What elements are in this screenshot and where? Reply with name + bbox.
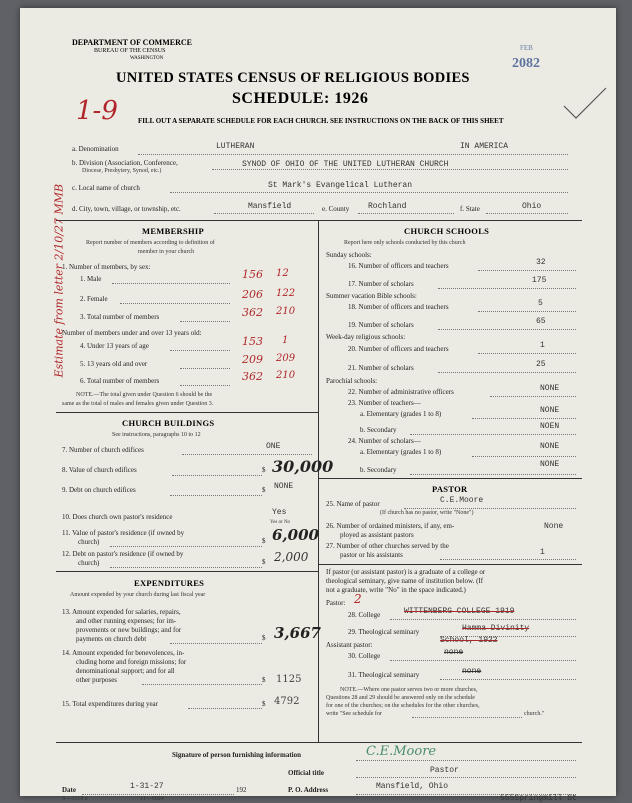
date-label: Date [62, 786, 76, 794]
fill-instructions: FILL OUT A SEPARATE SCHEDULE FOR EACH CHURCH. SEE INSTRUCTIONS ON THE BACK OF THIS SHEET [138, 117, 504, 125]
q16-value[interactable]: 32 [536, 258, 546, 267]
parochial-label: Parochial schools: [326, 377, 378, 385]
division-value[interactable]: SYNOD OF OHIO OF THE UNITED LUTHERAN CHURCH [242, 160, 449, 169]
q27-label-2: pastor or his assistants [340, 551, 403, 559]
received-stamp-date: FEB [520, 44, 533, 52]
q11-label-2: church) [78, 538, 100, 546]
q27-label: 27. Number of other churches served by the [326, 542, 449, 550]
q26-label-2: ployed as assistant pastors [340, 531, 414, 539]
expenditures-heading: EXPENDITURES [134, 578, 205, 588]
local-name-value[interactable]: St Mark's Evangelical Lutheran [268, 181, 413, 190]
q9-value[interactable]: NONE [274, 482, 294, 491]
buildings-sub: See instructions, paragraphs 10 to 12 [112, 432, 201, 438]
q28-label: 28. College [348, 611, 381, 619]
q7-label: 7. Number of church edifices [62, 446, 144, 454]
q11-value[interactable]: 6,000 [272, 526, 319, 544]
q11-label: 11. Value of pastor's residence (if owned by [62, 529, 185, 537]
q14-value[interactable]: 1125 [276, 674, 302, 685]
check-mark-icon [560, 84, 610, 124]
q8-value[interactable]: 30,000 [272, 457, 334, 476]
q26-value[interactable]: None [544, 522, 564, 531]
q1-male-value[interactable]: 156 [242, 268, 263, 281]
q10-hint: Yes or No [270, 520, 291, 525]
denomination-value-extension[interactable]: IN AMERICA [460, 142, 509, 151]
form-title: UNITED STATES CENSUS OF RELIGIOUS BODIES [116, 70, 470, 86]
sunday-label: Sunday schools: [326, 251, 372, 259]
q20-label: 20. Number of officers and teachers [348, 345, 449, 353]
q6-total-value[interactable]: 362 [242, 370, 263, 383]
signature-label: Signature of person furnishing information [172, 751, 301, 759]
q28-value[interactable]: WITTENBERG COLLEGE 1919 [404, 607, 515, 616]
q7-value[interactable]: ONE [266, 442, 281, 451]
q1-male-alt: 12 [276, 268, 289, 279]
signature-value[interactable]: C.E.Moore [366, 744, 437, 759]
q25-value[interactable]: C.E.Moore [440, 496, 484, 505]
membership-intro: Report number of members according to definition of [86, 240, 215, 246]
city-label: WASHINGTON [130, 56, 164, 61]
q16-label: 16. Number of officers and teachers [348, 262, 449, 270]
q29-value[interactable]: Hamma Divinity [462, 624, 530, 633]
county-label: e. County [322, 205, 350, 213]
table-bottom-rule [56, 742, 582, 743]
q5-over13-value[interactable]: 209 [242, 353, 263, 366]
city-label-field: d. City, town, village, or township, etc. [72, 205, 181, 213]
q5-over13-label: 5. 13 years old and over [80, 360, 148, 368]
official-title-label: Official title [288, 769, 324, 777]
date-year-suffix: 192 [236, 786, 247, 794]
q2-female-alt: 122 [276, 288, 296, 299]
pastor-heading: PASTOR [432, 484, 468, 494]
membership-heading: MEMBERSHIP [142, 226, 205, 236]
graduate-instructions-2: theological seminary, give name of institution below. (If [326, 577, 484, 585]
denomination-value[interactable]: LUTHERAN [216, 142, 255, 151]
q24b-label: b. Secondary [360, 466, 397, 474]
q17-value[interactable]: 175 [532, 276, 547, 285]
q20-value[interactable]: 1 [540, 341, 545, 350]
q17-label: 17. Number of scholars [348, 280, 414, 288]
bureau-label: BUREAU OF THE CENSUS [94, 48, 166, 54]
q12-label-2: church) [78, 559, 100, 567]
q4-under13-label: 4. Under 13 years of age [80, 342, 149, 350]
q14-label: 14. Amount expended for benevolences, in- [62, 649, 185, 657]
q24a-value[interactable]: NONE [540, 442, 560, 451]
q13-label-4: payments on church debt [76, 635, 147, 643]
city-value[interactable]: Mansfield [248, 202, 292, 211]
q18-value[interactable]: 5 [538, 299, 543, 308]
q24b-value[interactable]: NONE [540, 460, 560, 469]
q13-label-3: provements or new buildings; and for [76, 626, 182, 634]
received-stamp-number: 2082 [512, 56, 540, 71]
q31-label: 31. Theological seminary [348, 671, 420, 679]
schools-intro: Report here only schools conducted by this church [344, 240, 466, 246]
q26-label: 26. Number of ordained ministers, if any, em- [326, 522, 455, 530]
official-title-value[interactable]: Pastor [430, 766, 459, 775]
q25-label: 25. Name of pastor [326, 500, 380, 508]
q10-label: 10. Does church own pastor's residence [62, 513, 173, 521]
q22-value[interactable]: NONE [540, 384, 560, 393]
local-name-label: c. Local name of church [72, 184, 140, 192]
q15-value[interactable]: 4792 [274, 696, 300, 707]
pastor-subheading: Pastor: [326, 599, 346, 607]
q21-value[interactable]: 25 [536, 360, 546, 369]
weekday-label: Week-day religious schools: [326, 333, 406, 341]
q13-label: 13. Amount expended for salaries, repairs, [62, 608, 181, 616]
membership-note: NOTE.—The total given under Question 6 should be the [76, 392, 213, 398]
pastor-note-5: church." [524, 711, 545, 717]
membership-intro-2: member in your church [138, 249, 195, 255]
q13-label-2: and other running expenses; for im- [76, 617, 177, 625]
q14-label-3: denominational support; and for all [76, 667, 175, 675]
q3-total-alt: 210 [276, 306, 296, 317]
q5-over13-alt: 209 [276, 353, 296, 364]
q12-value[interactable]: 2,000 [274, 550, 309, 564]
q24-label: 24. Number of scholars— [348, 437, 421, 445]
q18-label: 18. Number of officers and teachers [348, 303, 449, 311]
graduate-instructions: If pastor (or assistant pastor) is a graduate of a college or [326, 568, 486, 576]
q6-total-label: 6. Total number of members [80, 377, 160, 385]
pastor-note-3: for one of the churches; on the schedules for the other churches, [326, 703, 480, 709]
pastor-handwritten-mark: 2 [354, 592, 362, 606]
graduate-instructions-3: not a graduate, write "No" in the space indicated.) [326, 586, 466, 594]
q15-label: 15. Total expenditures during year [62, 700, 158, 708]
q8-label: 8. Value of church edifices [62, 466, 137, 474]
q24a-label: a. Elementary (grades 1 to 8) [360, 448, 442, 456]
summer-label: Summer vacation Bible schools: [326, 292, 417, 300]
expenditures-sub: Amount expended by your church during last fiscal year [70, 592, 206, 598]
margin-note: Estimate from letter 2/10/27 MMB [52, 183, 66, 378]
q23b-label: b. Secondary [360, 426, 397, 434]
pastor-note-2: Questions 28 and 29 should be answered only on the schedule [326, 695, 475, 701]
form-number-2: 11—6024 [140, 796, 164, 802]
state-value[interactable]: Ohio [522, 202, 542, 211]
po-address-label: P. O. Address [288, 786, 329, 794]
q29-label: 29. Theological seminary [348, 628, 420, 636]
q4-under13-alt: 1 [282, 335, 289, 346]
q23a-label: a. Elementary (grades 1 to 8) [360, 410, 442, 418]
buildings-heading: CHURCH BUILDINGS [122, 418, 215, 428]
q6-total-alt: 210 [276, 370, 296, 381]
q2-female-value[interactable]: 206 [242, 288, 263, 301]
table-top-rule [56, 220, 582, 221]
q23a-value[interactable]: NONE [540, 406, 560, 415]
q10-value[interactable]: Yes [272, 508, 287, 517]
division-label: b. Division (Association, Conference, [72, 159, 178, 167]
po-address-street[interactable]: 555Springmill St [500, 794, 577, 803]
q21-label: 21. Number of scholars [348, 364, 414, 372]
census-schedule-sheet: DEPARTMENT OF COMMERCE BUREAU OF THE CENSUS WASHINGTON FEB 2082 UNITED STATES CENSUS OF RELIGIOUS BODIES SCHEDULE: 1926 FILL OUT A SEPARATE SCHEDULE FOR EACH CHURCH. SEE INSTRUCTIONS ON THE BACK OF THIS SHEET 1-9 a. Denomination LUTHERAN IN AMERICA b. Division (Association, Conference, Diocese, Presbytery, Synod, etc.) SYNOD OF OHIO OF THE UNITED LUTHERAN CHURCH c. Local name of church St Mark's Evangelical Lutheran d. City, town, village, or township, etc. Mansfield e. County Rochland f. State Ohio MEMBERSHIP Report number of members according to definition of member in your church 1. Number of members, by sex: 1. Male 156 12 2. Female 206 122 3. Total number of members 362 210 Number of members under and over 13 years old: 4. Under 13 years of age 153 1 5. 13 years old and over 209 209 6. Total number of members 362 210 NOTE.—The total given under Question 6 should be the same as the total of males and females given under Question 3. Estimate from letter 2/10/27 MMB CHURCH BUILDINGS See instructions, paragraphs 10 to 12 7. Number of church edifices ONE 8. Value of church edifices $ 30,000 9. Debt on church edifices $ NONE 10. Does church own pastor's residence Yes Yes or No 11. Value of pastor's residence (if owned by church) $ 6,000 12. Debt on pastor's residence (if owned by church) $ 2,000 EXPENDITURES Amount expended by your church during last fiscal year 13. Amount expended for salaries, repairs, and other running expenses; for im- provements or new buildings; and for payments on church debt $ 3,667 14. Amount expended for benevolences, in- cluding home and foreign missions; for denominational support; and for all other purposes $ 1125 15. Total expenditures during year $ 4792 CHURCH SCHOOLS Report here only schools conducted by this church Sunday schools: 16. Number of officers and teachers 32 17. Number of scholars 175 Summer vacation Bible schools: 18. Number of officers and teachers 5 19. Number of scholars 65 Week-day religious schools: 20. Number of officers and teachers 1 21. Number of scholars 25 Parochial schools: 22. Number of administrative officers NONE 23. Number of teachers— a. Elementary (grades 1 to 8) NONE b. Secondary NOEN 24. Number of scholars— a. Elementary (grades 1 to 8) NONE b. Secondary NONE PASTOR 25. Name of pastor C.E.Moore (If church has no pastor, write "None") 26. Number of ordained ministers, if any, em- ployed as assistant pastors None 27. Number of other churches served by the pastor or his assistants 1 If pastor (or assistant pastor) is a graduate of a college or theological seminary, give name of institution below. (If not a graduate, write "No" in the space indicated.) Pastor: 2 28. College WITTENBERG COLLEGE 1919 29. Theological seminary Hamma Divinity Assistant pastor: School, 1922 30. College none 31. Theological seminary none NOTE.—Where one pastor serves two or more churches, Questions 28 and 29 should be answered only on the schedule for one of the churches; on the schedules for the other churches, write "See schedule for church." Signature of person furnishing information C.E.Moore Official title Pastor Date 1-31-27 192 P. O. Address Mansfield, Ohio 555Springmill St S—5518 a 11—6024 [20, 8, 616, 796]
q27-value[interactable]: 1 [540, 548, 545, 557]
assistant-school-value[interactable]: School, 1922 [440, 636, 498, 645]
q14-label-4: other purposes [76, 676, 118, 684]
q19-label: 19. Number of scholars [348, 321, 414, 329]
pastor-note: NOTE.—Where one pastor serves two or more churches, [340, 687, 478, 693]
division-label-2: Diocese, Presbytery, Synod, etc.) [82, 168, 162, 174]
handwritten-code: 1-9 [76, 96, 118, 126]
department-label: DEPARTMENT OF COMMERCE [72, 38, 193, 47]
denomination-label: a. Denomination [72, 145, 119, 153]
schools-heading: CHURCH SCHOOLS [404, 226, 490, 236]
column-divider [318, 220, 319, 742]
q1-male-label: 1. Male [80, 275, 102, 283]
members-by-age-label: Number of members under and over 13 years old: [62, 329, 202, 337]
membership-note-2: same as the total of males and females given under Question 3. [62, 401, 214, 407]
q3-total-label: 3. Total number of members [80, 313, 160, 321]
schedule-title: SCHEDULE: 1926 [232, 90, 369, 107]
q31-value[interactable]: none [462, 667, 482, 676]
q23b-value[interactable]: NOEN [540, 422, 560, 431]
date-value[interactable]: 1-31-27 [130, 782, 164, 791]
q2-female-label: 2. Female [80, 295, 108, 303]
po-address-value[interactable]: Mansfield, Ohio [376, 782, 449, 791]
pastor-note-4: write "See schedule for [326, 711, 382, 717]
county-value[interactable]: Rochland [368, 202, 407, 211]
form-number: S—5518 a [62, 796, 88, 802]
q9-label: 9. Debt on church edifices [62, 486, 136, 494]
q30-label: 30. College [348, 652, 381, 660]
q19-value[interactable]: 65 [536, 317, 546, 326]
q12-label: 12. Debt on pastor's residence (if owned by [62, 550, 184, 558]
q14-label-2: cluding home and foreign missions; for [76, 658, 187, 666]
q3-total-value[interactable]: 362 [242, 306, 263, 319]
q22-label: 22. Number of administrative officers [348, 388, 454, 396]
q4-under13-value[interactable]: 153 [242, 335, 263, 348]
q30-value[interactable]: none [444, 648, 464, 657]
state-label: f. State [460, 205, 480, 213]
q25-hint: (If church has no pastor, write "None") [380, 510, 474, 516]
q23-label: 23. Number of teachers— [348, 399, 421, 407]
assistant-subheading: Assistant pastor: [326, 641, 373, 649]
q13-value[interactable]: 3,667 [274, 624, 321, 642]
members-by-sex-label: 1. Number of members, by sex: [62, 263, 151, 271]
